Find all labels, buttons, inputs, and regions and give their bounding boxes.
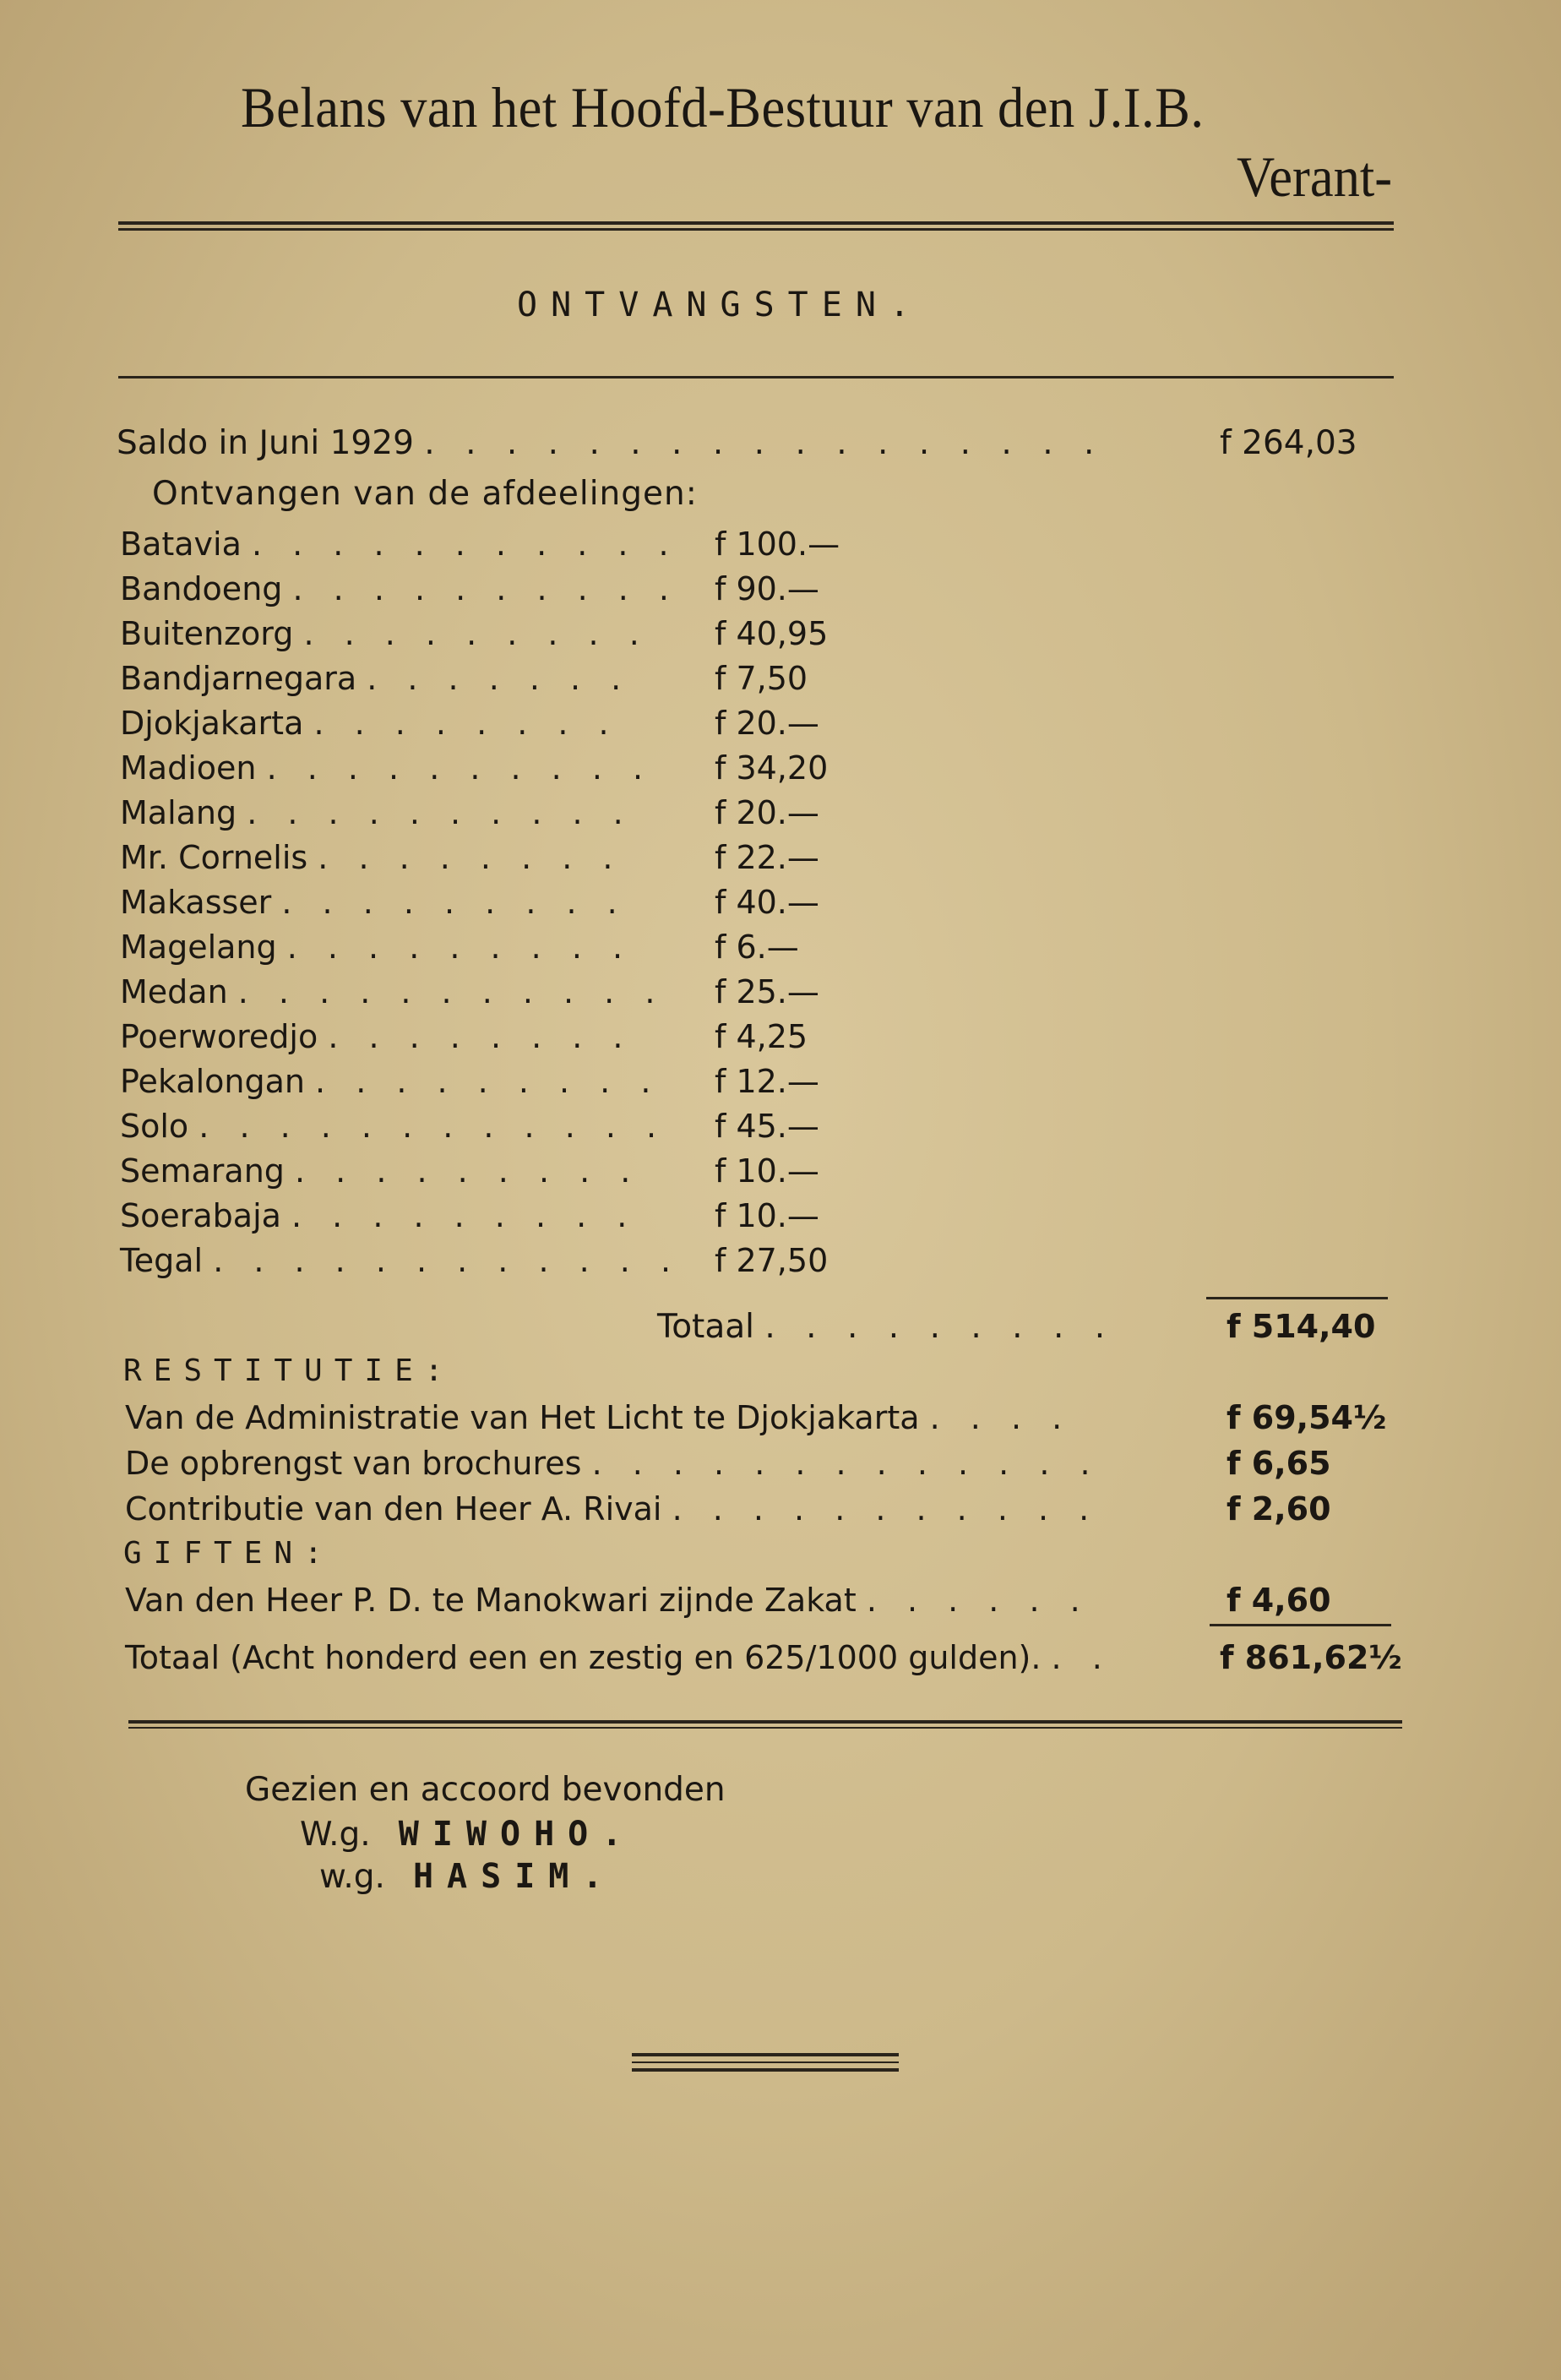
branch-name: Mr. Cornelis — [120, 839, 308, 876]
restitutie-amount: f 69,54½ — [1226, 1399, 1387, 1436]
branch-amount: f 40.— — [715, 884, 819, 921]
saldo-dots: . . . . . . . . . . . . . . . . . — [424, 424, 1105, 462]
branch-dots: . . . . . . . . . . . — [251, 526, 679, 563]
branch-row — [120, 526, 679, 563]
branch-row — [120, 1152, 640, 1190]
branch-dots: . . . . . . . . . — [291, 1197, 638, 1234]
restitutie-heading: RESTITUTIE: — [123, 1353, 455, 1388]
branch-row — [120, 839, 623, 876]
branch-name: Solo — [120, 1108, 189, 1145]
branch-amount: f 20.— — [715, 794, 819, 831]
signatory-row — [300, 1815, 635, 1854]
grand-total-label: Totaal (Acht honderd een en zestig en 625/1000 gulden). — [125, 1639, 1042, 1676]
branch-amount: f 25.— — [715, 973, 819, 1010]
ontvangen-label: Ontvangen van de afdeelingen: — [152, 475, 698, 513]
grand-total-rule — [1210, 1624, 1391, 1626]
branch-amount: f 22.— — [715, 839, 819, 876]
branch-dots: . . . . . . . . . — [286, 929, 634, 966]
branch-name: Djokjakarta — [120, 705, 304, 742]
branch-row — [120, 749, 653, 787]
branch-row — [120, 1063, 661, 1100]
branch-dots: . . . . . . . . — [328, 1018, 634, 1055]
branch-dots: . . . . . . . . . — [303, 615, 650, 652]
section-heading: ONTVANGSTEN. — [517, 286, 923, 324]
end-ornament-top — [632, 2053, 899, 2056]
branch-amount: f 10.— — [715, 1152, 819, 1190]
branch-row — [120, 1108, 666, 1145]
signatory-name: HASIM. — [412, 1857, 617, 1896]
branch-name: Makasser — [120, 884, 272, 921]
document-title-continuation: Verant- — [1236, 144, 1392, 209]
branch-amount: f 4,25 — [715, 1018, 808, 1055]
branch-name: Semarang — [120, 1152, 285, 1190]
branch-dots: . . . . . . . . . — [315, 1063, 661, 1100]
branch-name: Medan — [120, 973, 228, 1010]
restitutie-dots: . . . . — [929, 1399, 1073, 1436]
restitutie-dots: . . . . . . . . . . . — [672, 1490, 1100, 1528]
branch-dots: . . . . . . . . . . — [266, 749, 654, 787]
branch-dots: . . . . . . . . — [313, 705, 619, 742]
branch-name: Bandoeng — [120, 570, 283, 607]
branch-row — [120, 660, 631, 697]
restitutie-label: De opbrengst van brochures — [125, 1445, 582, 1482]
end-ornament-middle — [632, 2061, 899, 2063]
branch-name: Madioen — [120, 749, 257, 787]
branch-amount: f 10.— — [715, 1197, 819, 1234]
signatory-name: WIWOHO. — [398, 1815, 636, 1854]
end-ornament-bottom — [632, 2068, 899, 2072]
document-title: Belans van het Hoofd-Bestuur van den J.I.B. — [241, 75, 1205, 139]
grand-total-row — [125, 1639, 1112, 1676]
branch-amount: f 100.— — [715, 526, 840, 563]
totaal-amount: f 514,40 — [1226, 1308, 1376, 1345]
totaal-dots: . . . . . . . . . — [764, 1308, 1116, 1346]
branch-name: Buitenzorg — [120, 615, 294, 652]
branch-amount: f 6.— — [715, 929, 799, 966]
branch-dots: . . . . . . . . . . . . — [213, 1242, 682, 1279]
giften-row — [125, 1582, 1091, 1619]
branch-name: Tegal — [120, 1242, 204, 1279]
branch-dots: . . . . . . . . — [318, 839, 623, 876]
restitutie-label: Contributie van den Heer A. Rivai — [125, 1490, 662, 1528]
branch-row — [120, 570, 679, 607]
restitutie-label: Van de Administratie van Het Licht te Djokjakarta — [125, 1399, 920, 1436]
restitutie-row — [125, 1445, 1101, 1482]
grand-total-amount: f 861,62½ — [1220, 1639, 1402, 1676]
branch-dots: . . . . . . . . . . — [292, 570, 680, 607]
branch-amount: f 12.— — [715, 1063, 819, 1100]
saldo-label: Saldo in Juni 1929 — [117, 424, 414, 462]
subtotal-rule — [1206, 1297, 1388, 1299]
totaal-row — [657, 1308, 1115, 1346]
giften-dots: . . . . . . — [866, 1582, 1091, 1619]
giften-heading: GIFTEN: — [123, 1536, 334, 1571]
branch-name: Malang — [120, 794, 237, 831]
approval-line: Gezien en accoord bevonden — [245, 1771, 726, 1809]
branch-row — [120, 794, 634, 831]
restitutie-dots: . . . . . . . . . . . . . — [591, 1445, 1101, 1482]
branch-row — [120, 1197, 637, 1234]
restitutie-amount: f 2,60 — [1226, 1490, 1331, 1528]
branch-name: Bandjarnegara — [120, 660, 357, 697]
branch-row — [120, 884, 628, 921]
totaal-label: Totaal — [657, 1308, 754, 1346]
title-divider-top — [118, 221, 1394, 225]
branch-amount: f 27,50 — [715, 1242, 829, 1279]
branch-row — [120, 615, 650, 652]
branch-name: Magelang — [120, 929, 277, 966]
branch-amount: f 34,20 — [715, 749, 829, 787]
branch-row — [120, 1018, 634, 1055]
branch-name: Poerworedjo — [120, 1018, 318, 1055]
branch-amount: f 90.— — [715, 570, 819, 607]
signatory-prefix: W.g. — [300, 1816, 371, 1854]
signatory-prefix: w.g. — [319, 1858, 385, 1896]
branch-row — [120, 1242, 681, 1279]
closing-divider-bottom — [128, 1727, 1402, 1729]
restitutie-amount: f 6,65 — [1226, 1445, 1331, 1482]
branch-dots: . . . . . . . . . — [295, 1152, 641, 1190]
branch-dots: . . . . . . . . . — [281, 884, 628, 921]
grand-total-dots: . . — [1051, 1639, 1112, 1676]
giften-label: Van den Heer P. D. te Manokwari zijnde Zakat — [125, 1582, 857, 1619]
giften-amount: f 4,60 — [1226, 1582, 1331, 1619]
branch-amount: f 40,95 — [715, 615, 829, 652]
branch-amount: f 45.— — [715, 1108, 819, 1145]
branch-amount: f 7,50 — [715, 660, 808, 697]
saldo-row — [117, 424, 1104, 462]
restitutie-row — [125, 1490, 1099, 1528]
title-divider-bottom — [118, 228, 1394, 231]
branch-row — [120, 705, 619, 742]
closing-divider-top — [128, 1720, 1402, 1724]
branch-amount: f 20.— — [715, 705, 819, 742]
branch-dots: . . . . . . . — [367, 660, 632, 697]
branch-name: Batavia — [120, 526, 242, 563]
branch-dots: . . . . . . . . . . . . — [199, 1108, 667, 1145]
branch-name: Soerabaja — [120, 1197, 281, 1234]
branch-row — [120, 929, 633, 966]
branch-name: Pekalongan — [120, 1063, 305, 1100]
branch-row — [120, 973, 665, 1010]
saldo-amount: f 264,03 — [1220, 424, 1357, 462]
branch-dots: . . . . . . . . . . . — [237, 973, 666, 1010]
branch-dots: . . . . . . . . . . — [247, 794, 634, 831]
restitutie-row — [125, 1399, 1072, 1436]
heading-divider — [118, 376, 1394, 379]
signatory-row — [319, 1857, 616, 1896]
